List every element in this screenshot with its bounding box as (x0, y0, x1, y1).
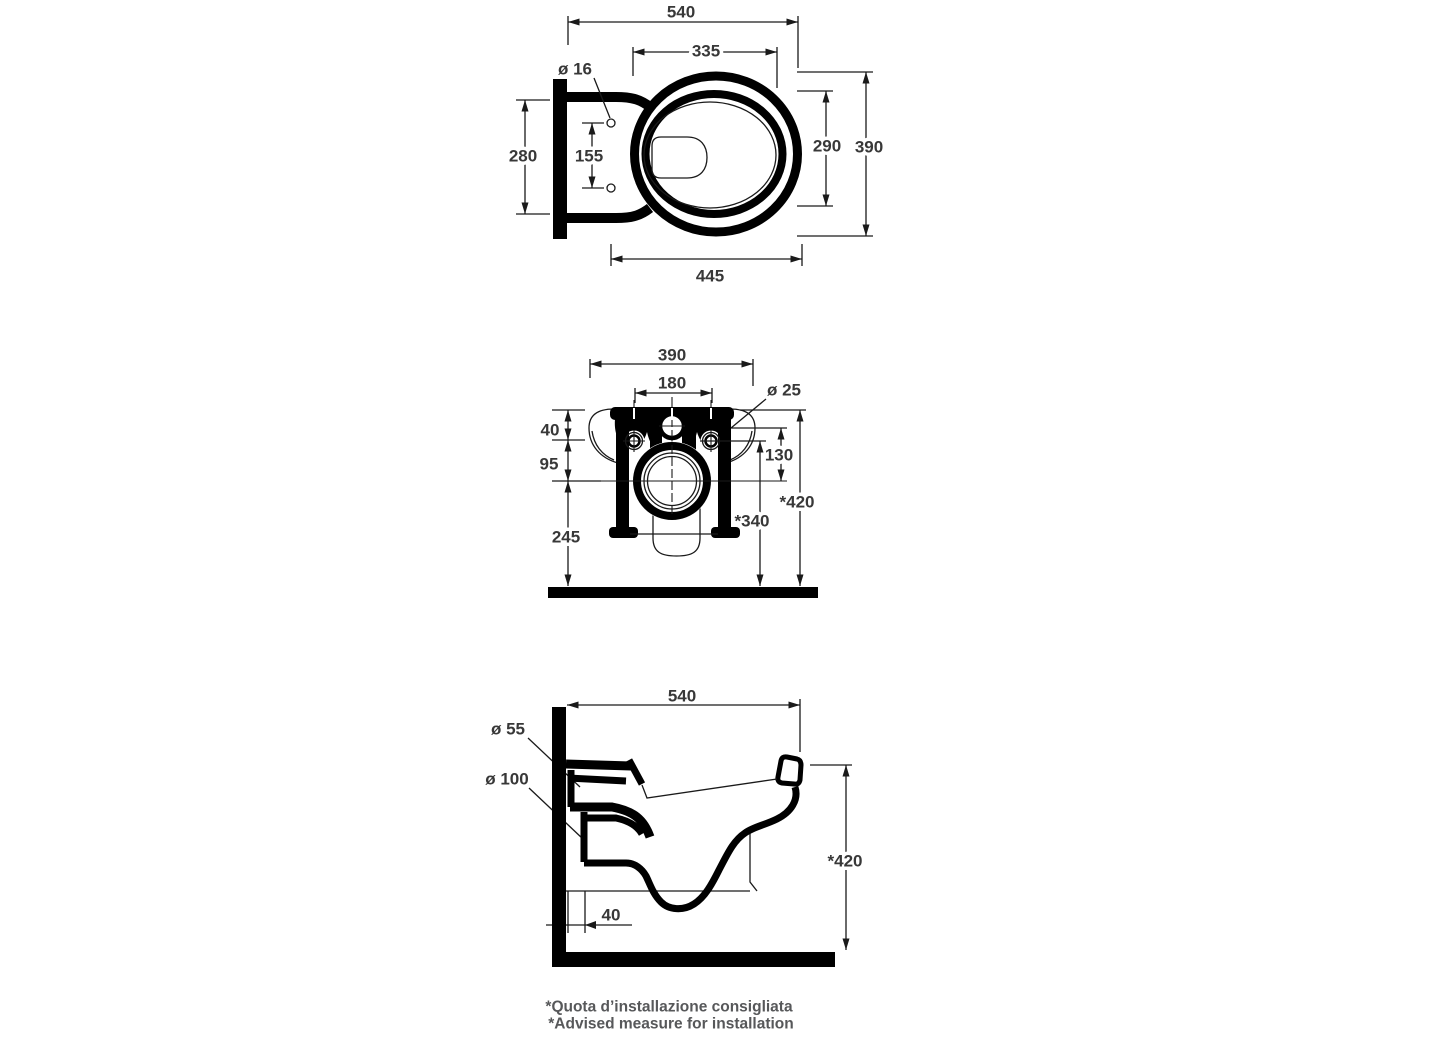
footer-notes (545, 999, 793, 1033)
dim-top-total-depth: 390 (854, 137, 884, 157)
front-view (540, 346, 818, 599)
dim-side-outlet-wall-distance: 40 (601, 905, 621, 925)
leader-line-o25 (731, 399, 766, 428)
dim-front-fixing-hole-diameter: ø 25 (766, 380, 802, 400)
dim-top-seat-width: 335 (691, 41, 721, 61)
dim-top-total-width: 540 (666, 2, 696, 22)
floor-section (552, 952, 835, 967)
footer-note-english: *Advised measure for installation (548, 1015, 794, 1033)
top-view (509, 3, 883, 286)
rear-silhouette-line (750, 833, 757, 891)
water-surface (652, 137, 707, 178)
dim-top-bowl-inner-depth: 290 (812, 136, 842, 156)
dim-side-outlet-diameter: ø 100 (485, 769, 529, 789)
dim-front-rim-height: *420 (779, 492, 815, 512)
frame-foot-left (609, 527, 638, 538)
frame-leg-right (718, 419, 731, 533)
dim-top-arm-span: 280 (508, 146, 538, 166)
rim-water-line (642, 779, 777, 798)
front-rim-section (778, 757, 801, 784)
bowl-inner-line (644, 102, 776, 208)
dim-top-bowl-length: 445 (695, 266, 725, 286)
dim-side-inlet-diameter: ø 55 (490, 719, 526, 739)
seat-opening (646, 94, 783, 214)
wall-section (552, 707, 566, 967)
footer-note-italian: *Quota d’installazione consigliata (545, 998, 793, 1016)
dim-front-hole-offset: 95 (539, 454, 559, 474)
seat-top-bar (566, 764, 631, 766)
seat-fixing-hole-bottom (607, 184, 615, 192)
dim-side-rim-height: *420 (827, 851, 863, 871)
dim-front-fixing-hole-spacing: 180 (657, 373, 687, 393)
dim-top-seat-hole-spacing: 155 (574, 146, 604, 166)
outlet-top-wall (584, 818, 642, 834)
bottom-arm (566, 208, 650, 218)
bowl-outer-rim (635, 76, 798, 232)
dim-front-inlet-to-drain: 130 (764, 445, 794, 465)
seat-lower-bar (568, 778, 626, 781)
dim-front-fixing-height: *340 (734, 511, 770, 531)
floor-line-front (548, 587, 818, 598)
dim-front-drain-to-floor: 245 (551, 527, 581, 547)
dim-front-top-offset: 40 (540, 420, 560, 440)
wall-plate (553, 79, 567, 239)
centerline-stubs (634, 397, 711, 407)
dim-side-total-depth: 540 (667, 686, 697, 706)
seat-end-cap (629, 760, 642, 784)
arrowhead-40 (585, 921, 596, 929)
top-arm (566, 97, 650, 107)
dim-front-total-width: 390 (657, 345, 687, 365)
dim-top-seat-hole-diameter: ø 16 (557, 59, 593, 79)
seat-fixing-hole-top (607, 119, 615, 127)
side-view (485, 687, 862, 968)
